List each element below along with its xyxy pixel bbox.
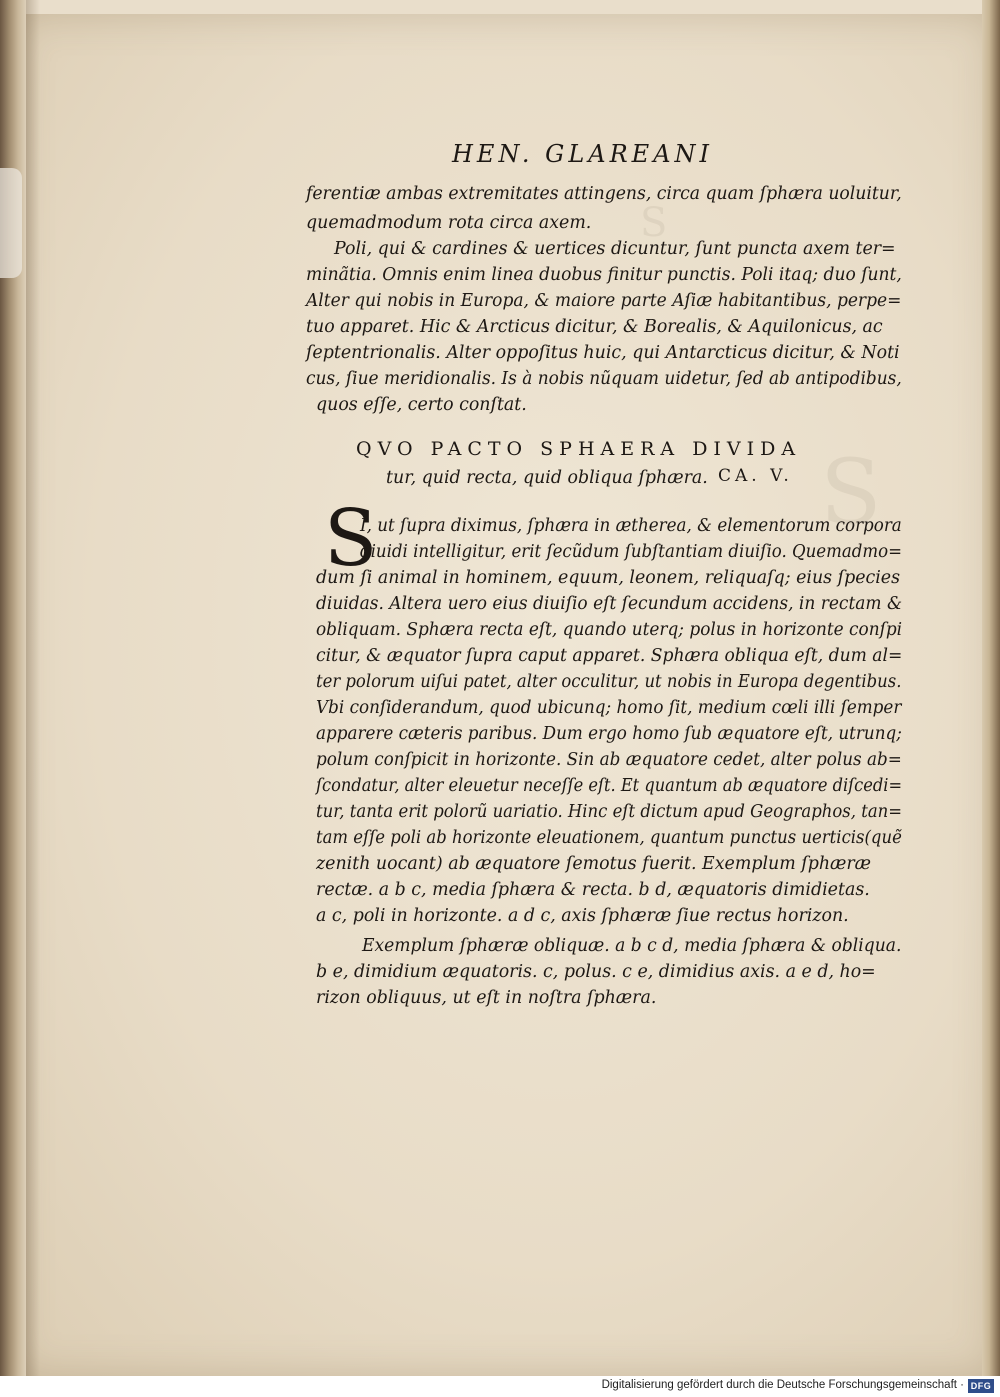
text-line: Vbi conſiderandum, quod ubicunq; homo ſit, medium cœli illi ſemper <box>316 698 902 718</box>
text-line: ſcondatur, alter eleuetur neceſſe eſt. Et quantum ab æquatore diſcedi= <box>316 776 903 796</box>
text-line: dum ſi animal in hominem, equum, leonem, reliquaſq; eius ſpecies <box>316 568 901 588</box>
text-line: quemadmodum rota circa axem. <box>306 213 592 233</box>
text-line: I, ut ſupra diximus, ſphæra in ætherea, & elementorum corpora <box>360 516 902 536</box>
text-line: rectæ. a b c, media ſphæra & recta. b d, æquatoris dimidietas. <box>316 880 870 900</box>
running-head: HEN. GLAREANI <box>452 140 714 168</box>
text-line: Poli, qui & cardines & uertices dicuntur, ſunt puncta axem ter= <box>334 239 896 259</box>
text-line: Exemplum ſphæræ obliquæ. a b c d, media ſphæra & obliqua. <box>362 936 902 956</box>
text-line: minãtia. Omnis enim linea duobus finitur punctis. Poli itaq; duo ſunt, <box>306 265 902 285</box>
chapter-heading: QVO PACTO SPHAERA DIVIDA <box>356 438 802 460</box>
text-line: Alter qui nobis in Europa, & maiore parte Aſiæ habitantibus, perpe= <box>306 291 902 311</box>
text-line: citur, & æquator ſupra caput apparet. Sphæra obliqua eſt, dum al= <box>316 646 903 666</box>
text-line: tam eſſe poli ab horizonte eleuationem, quantum punctus uerticis(quẽ <box>316 828 902 848</box>
text-line: ſeptentrionalis. Alter oppoſitus huic, qui Antarcticus dicitur, & Noti <box>306 343 900 363</box>
dfg-logo: DFG <box>968 1379 994 1393</box>
funding-notice: Digitalisierung gefördert durch die Deutsche Forschungsgemeinschaft · <box>601 1379 964 1391</box>
show-through: S <box>820 440 882 545</box>
gutter-shadow <box>26 0 40 1397</box>
text-line: diuidi intelligitur, erit ſecũdum ſubſtantiam diuiſio. Quemadmo= <box>360 542 902 562</box>
text-line: ter polorum uiſui patet, alter occulitur, ut nobis in Europa degentibus. <box>316 672 902 692</box>
page-clip <box>0 168 22 278</box>
text-line: a c, poli in horizonte. a d c, axis ſphæræ ſiue rectus horizon. <box>316 906 849 926</box>
drop-initial: S <box>324 494 378 584</box>
text-line: cus, ſiue meridionalis. Is à nobis nũquam uidetur, ſed ab antipodibus, <box>306 369 902 389</box>
text-line: b e, dimidium æquatoris. c, polus. c e, dimidius axis. a e d, ho= <box>316 962 876 982</box>
text-line: tuo apparet. Hic & Arcticus dicitur, & Borealis, & Aquilonicus, ac <box>306 317 883 337</box>
text-line: quos eſſe, certo conſtat. <box>316 395 527 415</box>
text-line: rizon obliquus, ut eſt in noſtra ſphæra. <box>316 988 657 1008</box>
text-line: ferentiæ ambas extremitates attingens, circa quam ſphæra uoluitur, <box>306 184 902 204</box>
text-line: tur, tanta erit polorũ uariatio. Hinc eſt dictum apud Geographos, tan= <box>316 802 903 822</box>
footer-bar <box>0 1376 1000 1397</box>
show-through: S <box>640 200 668 246</box>
page-edge <box>982 0 1000 1397</box>
text-line: polum conſpicit in horizonte. Sin ab æquatore cedet, alter polus ab= <box>316 750 902 770</box>
text-line: obliquam. Sphæra recta eſt, quando uterq; polus in horizonte conſpi <box>316 620 903 640</box>
chapter-subheading: tur, quid recta, quid obliqua ſphæra. <box>386 468 708 488</box>
text-line: zenith uocant) ab æquatore ſemotus fuerit. Exemplum ſphæræ <box>316 854 872 874</box>
text-line: apparere cæteris paribus. Dum ergo homo ſub æquatore eſt, utrunq; <box>316 724 902 744</box>
chapter-label: CA. V. <box>718 466 793 486</box>
text-line: diuidas. Altera uero eius diuiſio eſt ſecundum accidens, in rectam & <box>316 594 903 614</box>
